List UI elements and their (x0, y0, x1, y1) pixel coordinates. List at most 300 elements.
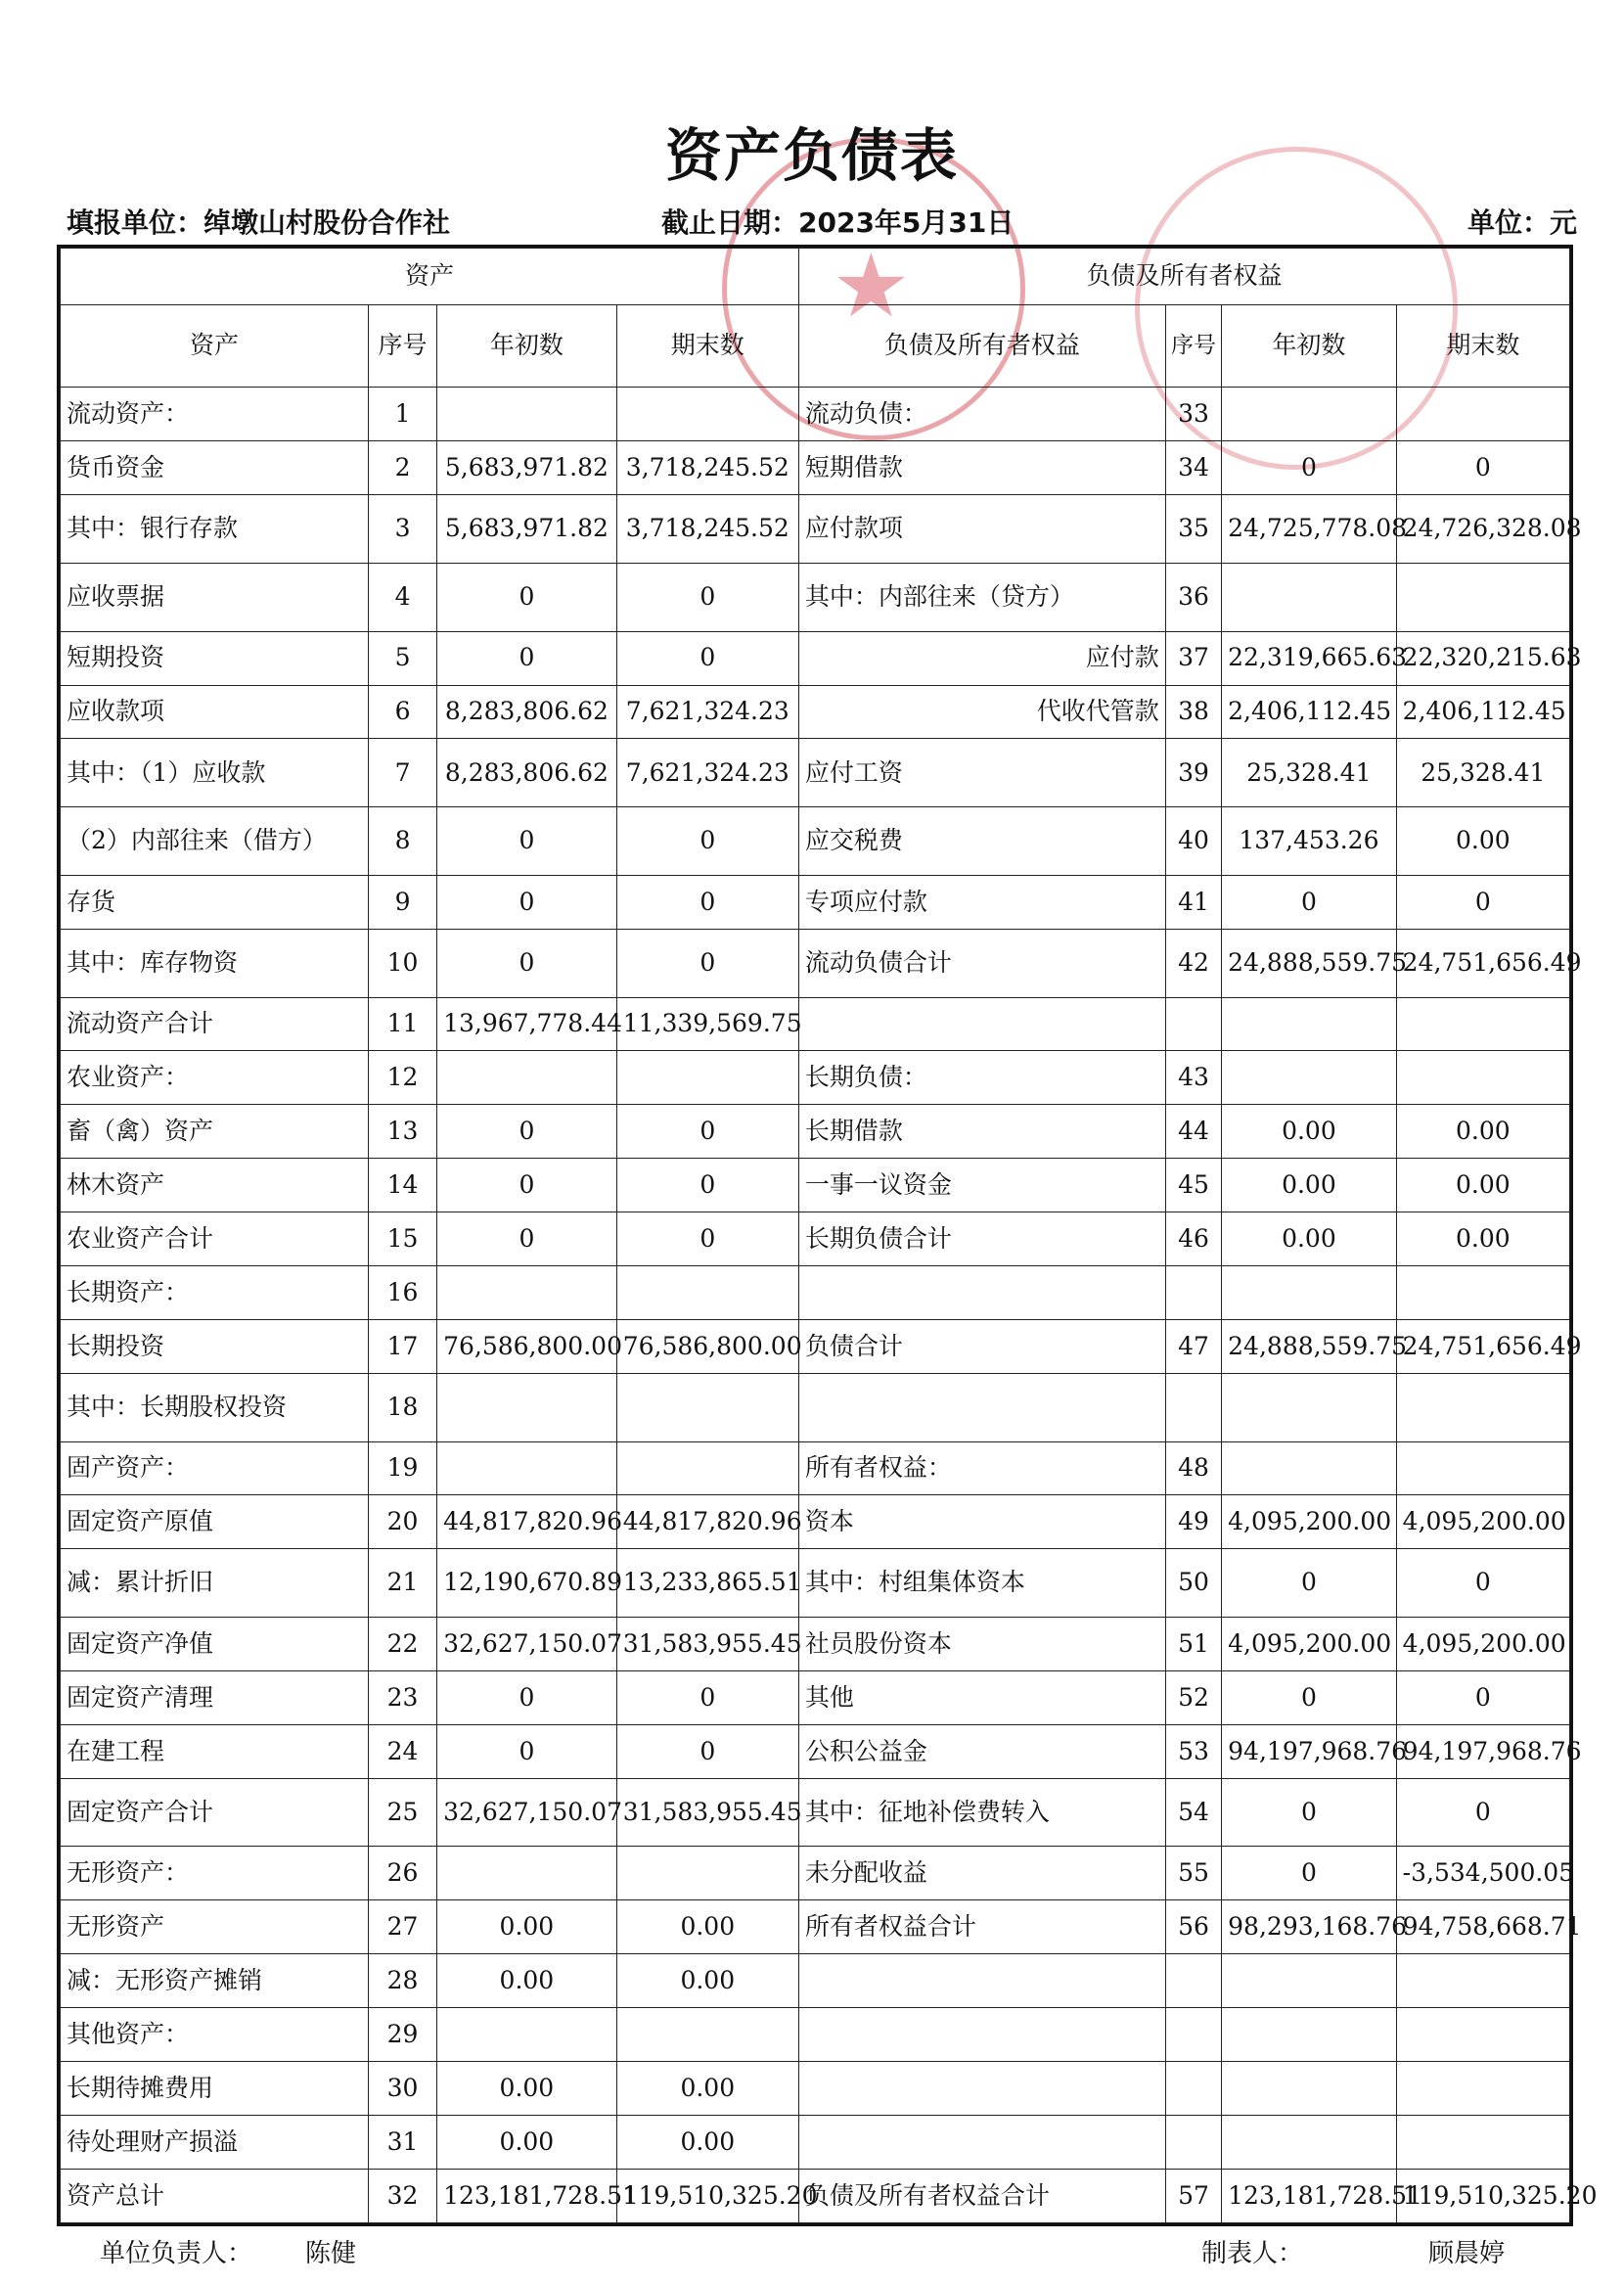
asset-end-cell: 0.00 (616, 2062, 798, 2116)
table-row (61, 2062, 1570, 2116)
liab-name-cell: 负债及所有者权益合计 (798, 2169, 1165, 2222)
liab-end-cell (1396, 388, 1569, 441)
liab-begin-cell: 4,095,200.00 (1222, 1618, 1397, 1671)
table-row (61, 1159, 1570, 1212)
asset-no-cell: 20 (368, 1495, 436, 1549)
asset-name-cell: 待处理财产损溢 (61, 2115, 369, 2169)
table-row (61, 1618, 1570, 1671)
asset-name-cell: 其中：（1）应收款 (61, 739, 369, 807)
liab-begin-cell: 137,453.26 (1222, 807, 1397, 876)
asset-begin-cell (437, 1373, 617, 1441)
liab-begin-cell: 25,328.41 (1222, 739, 1397, 807)
asset-no-cell: 18 (368, 1373, 436, 1441)
table-row (61, 1670, 1570, 1724)
liab-end-cell (1396, 563, 1569, 631)
liab-no-cell: 43 (1165, 1051, 1221, 1105)
table-row (61, 2008, 1570, 2062)
liab-begin-cell (1222, 1441, 1397, 1495)
liab-no-cell: 36 (1165, 563, 1221, 631)
balance-sheet (57, 235, 1598, 2226)
liab-begin-cell: 24,888,559.75 (1222, 1319, 1397, 1373)
asset-no-cell: 27 (368, 1900, 436, 1954)
liab-end-cell: 4,095,200.00 (1396, 1618, 1569, 1671)
asset-end-cell (616, 1051, 798, 1105)
liab-name-cell: 应付款项 (798, 495, 1165, 564)
asset-name-cell: 固定资产原值 (61, 1495, 369, 1549)
asset-end-cell: 31,583,955.45 (616, 1778, 798, 1847)
liab-begin-cell: 0 (1222, 1778, 1397, 1847)
asset-name-cell: 农业资产： (61, 1051, 369, 1105)
liab-end-cell: 0 (1396, 1670, 1569, 1724)
liab-end-cell: 0 (1396, 441, 1569, 495)
asset-no-cell: 28 (368, 1954, 436, 2008)
liab-begin-cell (1222, 1266, 1397, 1320)
asset-begin-cell: 0 (437, 631, 617, 685)
liab-begin-cell (1222, 997, 1397, 1051)
asset-begin-cell (437, 1266, 617, 1320)
liab-begin-cell: 24,888,559.75 (1222, 929, 1397, 997)
asset-end-cell (616, 388, 798, 441)
asset-name-cell: 其中：库存物资 (61, 929, 369, 997)
asset-name-cell: 固产资产： (61, 1441, 369, 1495)
liab-name-cell: 长期负债： (798, 1051, 1165, 1105)
liab-no-cell: 55 (1165, 1847, 1221, 1900)
liab-no-cell: 53 (1165, 1724, 1221, 1778)
liab-begin-cell (1222, 1373, 1397, 1441)
liab-begin-cell: 0.00 (1222, 1105, 1397, 1159)
liab-name-cell: 社员股份资本 (798, 1618, 1165, 1671)
liab-no-cell: 38 (1165, 685, 1221, 739)
table-row (61, 1441, 1570, 1495)
asset-begin-cell: 5,683,971.82 (437, 495, 617, 564)
liab-begin-cell: 0.00 (1222, 1159, 1397, 1212)
liab-no-cell: 44 (1165, 1105, 1221, 1159)
liab-begin-cell: 2,406,112.45 (1222, 685, 1397, 739)
liab-no-cell: 34 (1165, 441, 1221, 495)
asset-no-cell: 10 (368, 929, 436, 997)
asset-begin-cell (437, 2008, 617, 2062)
liab-end-cell: 0 (1396, 875, 1569, 929)
liab-end-cell: 24,751,656.49 (1396, 1319, 1569, 1373)
table-row (61, 495, 1570, 564)
asset-no-cell: 7 (368, 739, 436, 807)
liab-end-cell: 0.00 (1396, 1159, 1569, 1212)
liab-begin-cell (1222, 2115, 1397, 2169)
asset-no-cell: 25 (368, 1778, 436, 1847)
table-row (61, 1495, 1570, 1549)
asset-begin-cell: 0 (437, 1670, 617, 1724)
table-row (61, 1954, 1570, 2008)
liab-no-cell: 47 (1165, 1319, 1221, 1373)
liab-name-cell: 一事一议资金 (798, 1159, 1165, 1212)
asset-end-cell (616, 1373, 798, 1441)
liab-no-cell: 57 (1165, 2169, 1221, 2222)
asset-begin-cell: 32,627,150.07 (437, 1778, 617, 1847)
table-row (61, 1319, 1570, 1373)
liab-name-cell: 其中：内部往来（贷方） (798, 563, 1165, 631)
asset-end-cell: 0 (616, 1105, 798, 1159)
table-row (61, 1051, 1570, 1105)
reporting-unit: 填报单位：绰墩山村股份合作社 (67, 206, 451, 239)
asset-begin-cell: 0 (437, 1159, 617, 1212)
asset-name-cell: 固定资产净值 (61, 1618, 369, 1671)
asset-begin-cell: 76,586,800.00 (437, 1319, 617, 1373)
asset-end-cell (616, 1441, 798, 1495)
liab-no-cell (1165, 1266, 1221, 1320)
liab-name-cell: 流动负债： (798, 388, 1165, 441)
asset-no-cell: 8 (368, 807, 436, 876)
asset-name-cell: 长期待摊费用 (61, 2062, 369, 2116)
liab-name-cell: 公积公益金 (798, 1724, 1165, 1778)
liab-no-cell: 51 (1165, 1618, 1221, 1671)
asset-end-cell: 0 (616, 1724, 798, 1778)
table-row (61, 1212, 1570, 1266)
liab-begin-cell: 0 (1222, 875, 1397, 929)
col-liab-name: 负债及所有者权益 (798, 304, 1165, 388)
liab-end-cell: 0.00 (1396, 1105, 1569, 1159)
liab-no-cell: 33 (1165, 388, 1221, 441)
asset-begin-cell: 8,283,806.62 (437, 739, 617, 807)
section-assets: 资产 (61, 249, 799, 305)
asset-begin-cell: 0 (437, 929, 617, 997)
asset-name-cell: 存货 (61, 875, 369, 929)
asset-name-cell: 长期资产： (61, 1266, 369, 1320)
asset-no-cell: 19 (368, 1441, 436, 1495)
liab-end-cell: 119,510,325.20 (1396, 2169, 1569, 2222)
liab-no-cell (1165, 2008, 1221, 2062)
asset-no-cell: 2 (368, 441, 436, 495)
table-row (61, 2115, 1570, 2169)
asset-name-cell: 流动资产： (61, 388, 369, 441)
liab-end-cell: 94,197,968.76 (1396, 1724, 1569, 1778)
asset-begin-cell (437, 1051, 617, 1105)
liab-no-cell: 49 (1165, 1495, 1221, 1549)
liab-no-cell: 40 (1165, 807, 1221, 876)
liab-no-cell (1165, 1373, 1221, 1441)
col-asset-no: 序号 (368, 304, 436, 388)
asset-begin-cell (437, 388, 617, 441)
footer-preparer-label: 制表人： (1201, 2239, 1304, 2268)
asset-end-cell: 3,718,245.52 (616, 495, 798, 564)
asset-no-cell: 3 (368, 495, 436, 564)
liab-end-cell: 25,328.41 (1396, 739, 1569, 807)
asset-end-cell: 0 (616, 875, 798, 929)
table-row (61, 1266, 1570, 1320)
table-row (61, 1373, 1570, 1441)
asset-name-cell: 货币资金 (61, 441, 369, 495)
table-row (61, 1778, 1570, 1847)
liab-begin-cell: 94,197,968.76 (1222, 1724, 1397, 1778)
asset-end-cell: 0 (616, 1670, 798, 1724)
asset-name-cell: 在建工程 (61, 1724, 369, 1778)
asset-end-cell: 0.00 (616, 1954, 798, 2008)
currency-unit: 单位：元 (1466, 206, 1577, 239)
liab-name-cell (798, 1954, 1165, 2008)
liab-end-cell: 0.00 (1396, 1212, 1569, 1266)
liab-end-cell: 2,406,112.45 (1396, 685, 1569, 739)
asset-end-cell: 0 (616, 929, 798, 997)
asset-begin-cell: 0 (437, 1212, 617, 1266)
liab-begin-cell: 22,319,665.63 (1222, 631, 1397, 685)
cutoff-date: 截止日期：2023年5月31日 (661, 206, 1015, 239)
liab-begin-cell: 0.00 (1222, 1212, 1397, 1266)
table-row (61, 929, 1570, 997)
seal-star-icon: ★ (832, 235, 911, 338)
liab-no-cell: 37 (1165, 631, 1221, 685)
liab-end-cell (1396, 1954, 1569, 2008)
liab-name-cell: 所有者权益： (798, 1441, 1165, 1495)
liab-name-cell: 未分配收益 (798, 1847, 1165, 1900)
asset-begin-cell: 0.00 (437, 2115, 617, 2169)
liab-end-cell: 94,758,668.71 (1396, 1900, 1569, 1954)
asset-end-cell: 11,339,569.75 (616, 997, 798, 1051)
asset-end-cell: 119,510,325.20 (616, 2169, 798, 2222)
asset-end-cell: 7,621,324.23 (616, 685, 798, 739)
asset-end-cell: 44,817,820.96 (616, 1495, 798, 1549)
liab-end-cell (1396, 2062, 1569, 2116)
liab-end-cell: 0.00 (1396, 807, 1569, 876)
asset-end-cell (616, 2008, 798, 2062)
liab-begin-cell (1222, 388, 1397, 441)
table-row (61, 875, 1570, 929)
table-row (61, 685, 1570, 739)
asset-name-cell: 固定资产合计 (61, 1778, 369, 1847)
asset-no-cell: 5 (368, 631, 436, 685)
liab-end-cell: -3,534,500.05 (1396, 1847, 1569, 1900)
footer-lead-name: 陈健 (305, 2239, 357, 2268)
asset-name-cell: 长期投资 (61, 1319, 369, 1373)
asset-name-cell: 固定资产清理 (61, 1670, 369, 1724)
liab-name-cell: 流动负债合计 (798, 929, 1165, 997)
liab-begin-cell: 0 (1222, 1670, 1397, 1724)
liab-name-cell: 长期负债合计 (798, 1212, 1165, 1266)
table-row (61, 1105, 1570, 1159)
liab-name-cell: 应付工资 (798, 739, 1165, 807)
liab-end-cell (1396, 1266, 1569, 1320)
asset-name-cell: 其他资产： (61, 2008, 369, 2062)
asset-name-cell: 农业资产合计 (61, 1212, 369, 1266)
asset-name-cell: 减：累计折旧 (61, 1549, 369, 1618)
asset-begin-cell: 0 (437, 563, 617, 631)
liab-begin-cell: 123,181,728.51 (1222, 2169, 1397, 2222)
asset-end-cell: 0 (616, 563, 798, 631)
liab-end-cell: 22,320,215.63 (1396, 631, 1569, 685)
asset-end-cell: 3,718,245.52 (616, 441, 798, 495)
asset-end-cell (616, 1266, 798, 1320)
liab-name-cell: 其他 (798, 1670, 1165, 1724)
table-row (61, 2169, 1570, 2222)
liab-end-cell (1396, 997, 1569, 1051)
asset-no-cell: 29 (368, 2008, 436, 2062)
table-row (61, 997, 1570, 1051)
liab-name-cell (798, 2062, 1165, 2116)
liab-begin-cell: 4,095,200.00 (1222, 1495, 1397, 1549)
liab-name-cell (798, 2115, 1165, 2169)
asset-begin-cell: 8,283,806.62 (437, 685, 617, 739)
asset-name-cell: 无形资产 (61, 1900, 369, 1954)
liab-name-cell: 代收代管款 (798, 685, 1165, 739)
table-row (61, 1724, 1570, 1778)
asset-no-cell: 22 (368, 1618, 436, 1671)
liab-end-cell (1396, 1441, 1569, 1495)
liab-name-cell: 应付款 (798, 631, 1165, 685)
page-title: 资产负债表 (664, 122, 959, 189)
asset-no-cell: 13 (368, 1105, 436, 1159)
asset-begin-cell: 0 (437, 875, 617, 929)
col-asset-name: 资产 (61, 304, 369, 388)
liab-name-cell: 专项应付款 (798, 875, 1165, 929)
asset-end-cell: 0 (616, 807, 798, 876)
liab-name-cell: 所有者权益合计 (798, 1900, 1165, 1954)
asset-begin-cell: 0 (437, 1105, 617, 1159)
asset-end-cell: 7,621,324.23 (616, 739, 798, 807)
asset-no-cell: 17 (368, 1319, 436, 1373)
liab-no-cell: 45 (1165, 1159, 1221, 1212)
liab-name-cell: 其中：征地补偿费转入 (798, 1778, 1165, 1847)
asset-no-cell: 14 (368, 1159, 436, 1212)
col-asset-begin: 年初数 (437, 304, 617, 388)
section-liabilities: 负债及所有者权益 (798, 249, 1569, 305)
asset-end-cell: 0.00 (616, 2115, 798, 2169)
asset-begin-cell: 44,817,820.96 (437, 1495, 617, 1549)
asset-begin-cell: 5,683,971.82 (437, 441, 617, 495)
asset-no-cell: 4 (368, 563, 436, 631)
asset-no-cell: 30 (368, 2062, 436, 2116)
liab-no-cell: 48 (1165, 1441, 1221, 1495)
liab-no-cell: 50 (1165, 1549, 1221, 1618)
asset-no-cell: 24 (368, 1724, 436, 1778)
asset-name-cell: 无形资产： (61, 1847, 369, 1900)
liab-name-cell: 资本 (798, 1495, 1165, 1549)
asset-end-cell: 0 (616, 1159, 798, 1212)
asset-name-cell: 其中：银行存款 (61, 495, 369, 564)
liab-begin-cell (1222, 2008, 1397, 2062)
liab-no-cell: 52 (1165, 1670, 1221, 1724)
liab-end-cell: 24,726,328.08 (1396, 495, 1569, 564)
liab-no-cell (1165, 2062, 1221, 2116)
liab-no-cell: 35 (1165, 495, 1221, 564)
asset-no-cell: 15 (368, 1212, 436, 1266)
asset-begin-cell: 0 (437, 807, 617, 876)
liab-no-cell: 39 (1165, 739, 1221, 807)
footer-preparer-name: 顾晨婷 (1428, 2239, 1506, 2268)
liab-end-cell: 24,751,656.49 (1396, 929, 1569, 997)
asset-name-cell: 减：无形资产摊销 (61, 1954, 369, 2008)
liab-no-cell: 41 (1165, 875, 1221, 929)
asset-no-cell: 23 (368, 1670, 436, 1724)
liab-begin-cell: 0 (1222, 441, 1397, 495)
table-row (61, 563, 1570, 631)
asset-begin-cell: 123,181,728.51 (437, 2169, 617, 2222)
table-row (61, 631, 1570, 685)
liab-no-cell (1165, 2115, 1221, 2169)
liab-name-cell: 长期借款 (798, 1105, 1165, 1159)
liab-name-cell: 应交税费 (798, 807, 1165, 876)
liab-begin-cell (1222, 1954, 1397, 2008)
asset-name-cell: 应收票据 (61, 563, 369, 631)
table-row (61, 739, 1570, 807)
liab-end-cell (1396, 2115, 1569, 2169)
liab-begin-cell: 24,725,778.08 (1222, 495, 1397, 564)
liab-no-cell (1165, 997, 1221, 1051)
asset-no-cell: 21 (368, 1549, 436, 1618)
liab-name-cell (798, 1373, 1165, 1441)
asset-begin-cell: 0.00 (437, 1900, 617, 1954)
asset-end-cell: 0 (616, 631, 798, 685)
liab-end-cell (1396, 1373, 1569, 1441)
col-liab-end: 期末数 (1396, 304, 1569, 388)
asset-no-cell: 32 (368, 2169, 436, 2222)
table-row (61, 388, 1570, 441)
liab-name-cell (798, 997, 1165, 1051)
asset-name-cell: 短期投资 (61, 631, 369, 685)
liab-no-cell: 42 (1165, 929, 1221, 997)
asset-begin-cell: 12,190,670.89 (437, 1549, 617, 1618)
liab-begin-cell (1222, 2062, 1397, 2116)
table-row (61, 1900, 1570, 1954)
asset-name-cell: 应收款项 (61, 685, 369, 739)
asset-name-cell: 资产总计 (61, 2169, 369, 2222)
liab-no-cell: 54 (1165, 1778, 1221, 1847)
asset-no-cell: 6 (368, 685, 436, 739)
asset-end-cell: 31,583,955.45 (616, 1618, 798, 1671)
asset-no-cell: 11 (368, 997, 436, 1051)
liab-name-cell: 短期借款 (798, 441, 1165, 495)
asset-end-cell: 76,586,800.00 (616, 1319, 798, 1373)
asset-begin-cell: 0 (437, 1724, 617, 1778)
liab-name-cell: 负债合计 (798, 1319, 1165, 1373)
asset-begin-cell (437, 1847, 617, 1900)
asset-end-cell: 0 (616, 1212, 798, 1266)
table-row (61, 807, 1570, 876)
liab-begin-cell: 98,293,168.76 (1222, 1900, 1397, 1954)
asset-no-cell: 26 (368, 1847, 436, 1900)
col-liab-no: 序号 (1165, 304, 1221, 388)
asset-begin-cell (437, 1441, 617, 1495)
liab-name-cell: 其中：村组集体资本 (798, 1549, 1165, 1618)
liab-no-cell (1165, 1954, 1221, 2008)
asset-begin-cell: 0.00 (437, 1954, 617, 2008)
liab-begin-cell (1222, 1051, 1397, 1105)
asset-no-cell: 1 (368, 388, 436, 441)
table-row (61, 1549, 1570, 1618)
liab-no-cell: 46 (1165, 1212, 1221, 1266)
asset-begin-cell: 32,627,150.07 (437, 1618, 617, 1671)
table-row (61, 1847, 1570, 1900)
liab-name-cell (798, 2008, 1165, 2062)
balance-sheet-table (60, 248, 1598, 2223)
liab-begin-cell (1222, 563, 1397, 631)
liab-begin-cell: 0 (1222, 1847, 1397, 1900)
asset-name-cell: 畜（禽）资产 (61, 1105, 369, 1159)
asset-name-cell: 其中：长期股权投资 (61, 1373, 369, 1441)
asset-begin-cell: 0.00 (437, 2062, 617, 2116)
liab-end-cell: 4,095,200.00 (1396, 1495, 1569, 1549)
asset-end-cell: 0.00 (616, 1900, 798, 1954)
col-asset-end: 期末数 (616, 304, 798, 388)
asset-no-cell: 16 (368, 1266, 436, 1320)
liab-name-cell (798, 1266, 1165, 1320)
table-row (61, 441, 1570, 495)
asset-no-cell: 12 (368, 1051, 436, 1105)
liab-begin-cell: 0 (1222, 1549, 1397, 1618)
asset-name-cell: 流动资产合计 (61, 997, 369, 1051)
footer-lead-label: 单位负责人： (100, 2239, 253, 2268)
asset-no-cell: 9 (368, 875, 436, 929)
liab-end-cell (1396, 1051, 1569, 1105)
liab-end-cell: 0 (1396, 1778, 1569, 1847)
asset-name-cell: （2）内部往来（借方） (61, 807, 369, 876)
